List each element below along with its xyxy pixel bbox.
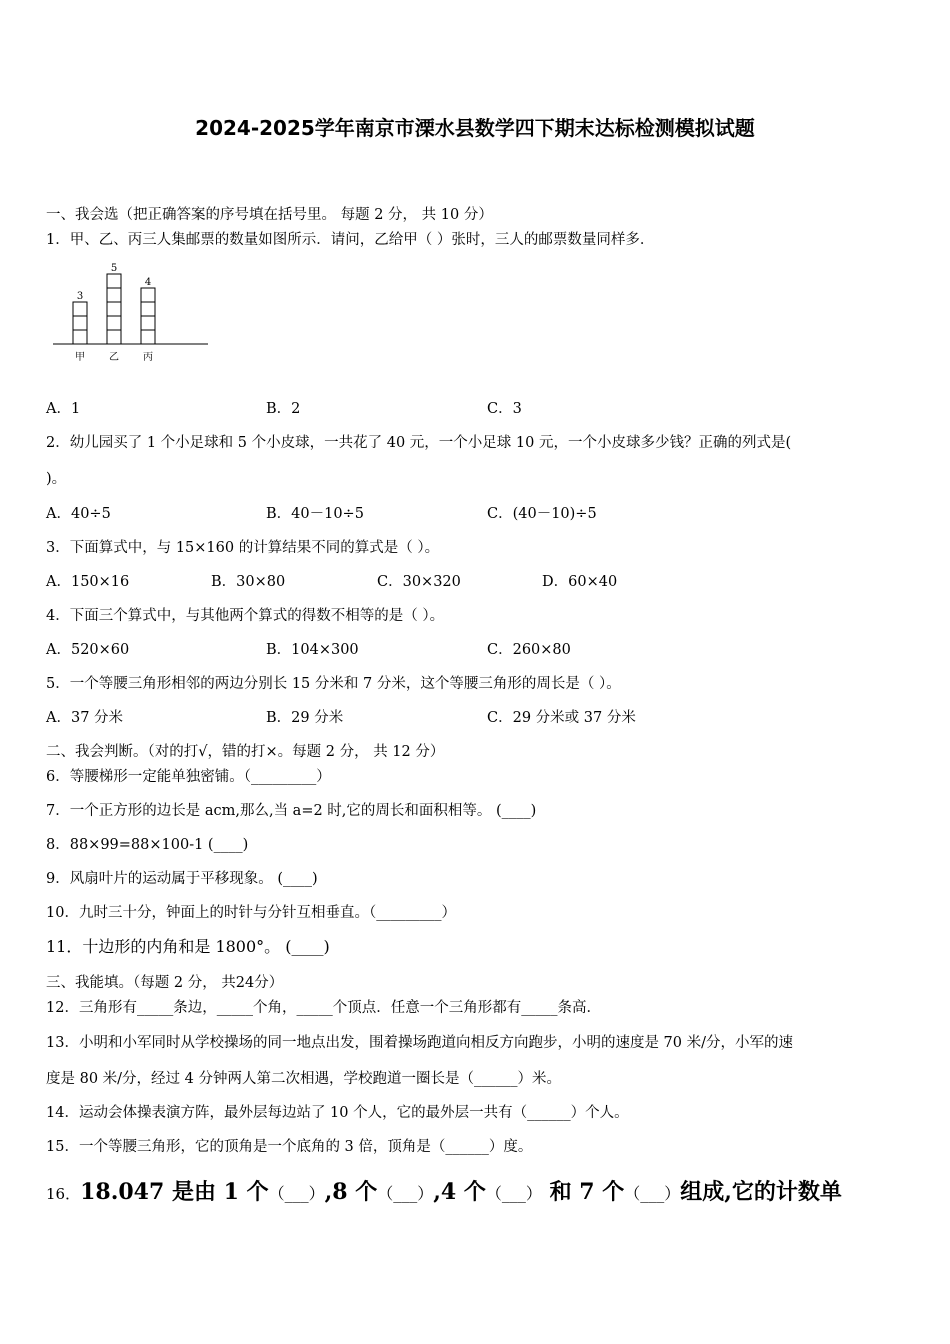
question-16-number: 16．: [46, 1185, 81, 1203]
q5-option-b[interactable]: B．29 分米: [266, 710, 344, 726]
q16-part-2: ,8 个: [324, 1179, 378, 1205]
q16-part-1: 18.047 是由 1 个: [80, 1179, 269, 1205]
bar-甲-cell: [73, 316, 87, 330]
question-7: 7．一个正方形的边长是 acm,那么,当 a=2 时,它的周长和面积相等。 (____): [46, 803, 537, 819]
bar-丙-cell: [141, 302, 155, 316]
page-title: 2024-2025学年南京市溧水县数学四下期末达标检测模拟试题: [195, 116, 755, 140]
question-1: 1．甲、乙、丙三人集邮票的数量如图所示．请问，乙给甲（ ）张时，三人的邮票数量同样多．: [46, 232, 655, 248]
question-11: 11．十边形的内角和是 1800°。 (____): [46, 937, 330, 956]
q3-option-a[interactable]: A．150×16: [46, 574, 130, 590]
q16-blank-1[interactable]: （___）: [268, 1184, 325, 1203]
section-3-heading: 三、我能填。（每题 2 分， 共24分）: [46, 975, 284, 991]
question-10: 10．九时三十分，钟面上的时针与分针互相垂直。（_________）: [46, 905, 456, 921]
question-12: 12．三角形有_____条边，_____个角，_____个顶点．任意一个三角形都有_____条高．: [46, 1000, 601, 1016]
q5-option-c[interactable]: C．29 分米或 37 分米: [487, 710, 636, 726]
q4-option-a[interactable]: A．520×60: [46, 642, 130, 658]
bar-丙-cell: [141, 288, 155, 302]
question-4: 4．下面三个算式中，与其他两个算式的得数不相等的是（ ）。: [46, 608, 445, 624]
q16-part-5: 组成,它的计数单: [680, 1179, 842, 1205]
q2-option-a[interactable]: A．40÷5: [46, 506, 111, 522]
q16-part-4: 和 7 个: [541, 1179, 625, 1205]
question-2: 2．幼儿园买了 1 个小足球和 5 个小皮球，一共花了 40 元，一个小足球 10 元，一个小皮球多少钱？正确的列式是(: [46, 435, 792, 451]
question-8: 8．88×99=88×100-1 (____): [46, 837, 249, 853]
section-1-heading: 一、我会选（把正确答案的序号填在括号里。 每题 2 分， 共 10 分）: [46, 207, 493, 223]
stamp-bar-chart-svg: [50, 255, 212, 370]
bar-甲-cell: [73, 302, 87, 316]
question-16: [46, 1175, 842, 1206]
q4-option-c[interactable]: C．260×80: [487, 642, 571, 658]
q3-option-d[interactable]: D．60×40: [542, 574, 618, 590]
question-6: 6．等腰梯形一定能单独密铺。（_________）: [46, 769, 331, 785]
q16-blank-4[interactable]: （___）: [624, 1184, 681, 1203]
bar-乙-cell: [107, 274, 121, 288]
q1-option-c[interactable]: C．3: [487, 401, 522, 417]
question-2-cont: )。: [46, 471, 67, 487]
section-2-heading: 二、我会判断。（对的打√，错的打×。每题 2 分， 共 12 分）: [46, 744, 445, 760]
question-13-cont: 度是 80 米/分，经过 4 分钟两人第二次相遇，学校跑道一圈长是（______）米。: [46, 1071, 561, 1087]
q1-option-a[interactable]: A．1: [46, 401, 81, 417]
q3-option-b[interactable]: B．30×80: [211, 574, 286, 590]
bar-丙-cell: [141, 330, 155, 344]
q16-blank-3[interactable]: （___）: [485, 1184, 542, 1203]
category-label-甲: 甲: [75, 352, 85, 363]
q4-option-b[interactable]: B．104×300: [266, 642, 359, 658]
q1-option-b[interactable]: B．2: [266, 401, 301, 417]
category-label-乙: 乙: [109, 352, 119, 363]
bar-甲-cell: [73, 330, 87, 344]
q16-part-3: ,4 个: [433, 1179, 486, 1205]
question-13: 13．小明和小军同时从学校操场的同一地点出发，围着操场跑道向相反方向跑步，小明的速度是 70 米/分，小军的速: [46, 1035, 794, 1051]
question-15: 15．一个等腰三角形，它的顶角是一个底角的 3 倍，顶角是（______）度。: [46, 1139, 533, 1155]
question-9: 9．风扇叶片的运动属于平移现象。 (____): [46, 871, 318, 887]
bar-乙-cell: [107, 302, 121, 316]
bar-value-label-乙: 5: [110, 263, 118, 274]
bar-乙-cell: [107, 330, 121, 344]
category-label-丙: 丙: [143, 352, 153, 363]
q3-option-c[interactable]: C．30×320: [377, 574, 461, 590]
question-3: 3．下面算式中，与 15×160 的计算结果不同的算式是（ ）。: [46, 540, 440, 556]
bar-value-label-丙: 4: [144, 277, 152, 288]
q16-blank-2[interactable]: （___）: [377, 1184, 434, 1203]
bar-乙-cell: [107, 316, 121, 330]
bar-乙-cell: [107, 288, 121, 302]
bar-丙-cell: [141, 316, 155, 330]
stamp-bar-chart: [50, 255, 212, 370]
bar-value-label-甲: 3: [76, 291, 84, 302]
question-14: 14．运动会体操表演方阵，最外层每边站了 10 个人，它的最外层一共有（______）个人。: [46, 1105, 629, 1121]
q5-option-a[interactable]: A．37 分米: [46, 710, 124, 726]
question-5: 5．一个等腰三角形相邻的两边分别长 15 分米和 7 分米，这个等腰三角形的周长是（ ）。: [46, 676, 621, 692]
q2-option-c[interactable]: C．(40－10)÷5: [487, 506, 597, 522]
q2-option-b[interactable]: B．40－10÷5: [266, 506, 364, 522]
